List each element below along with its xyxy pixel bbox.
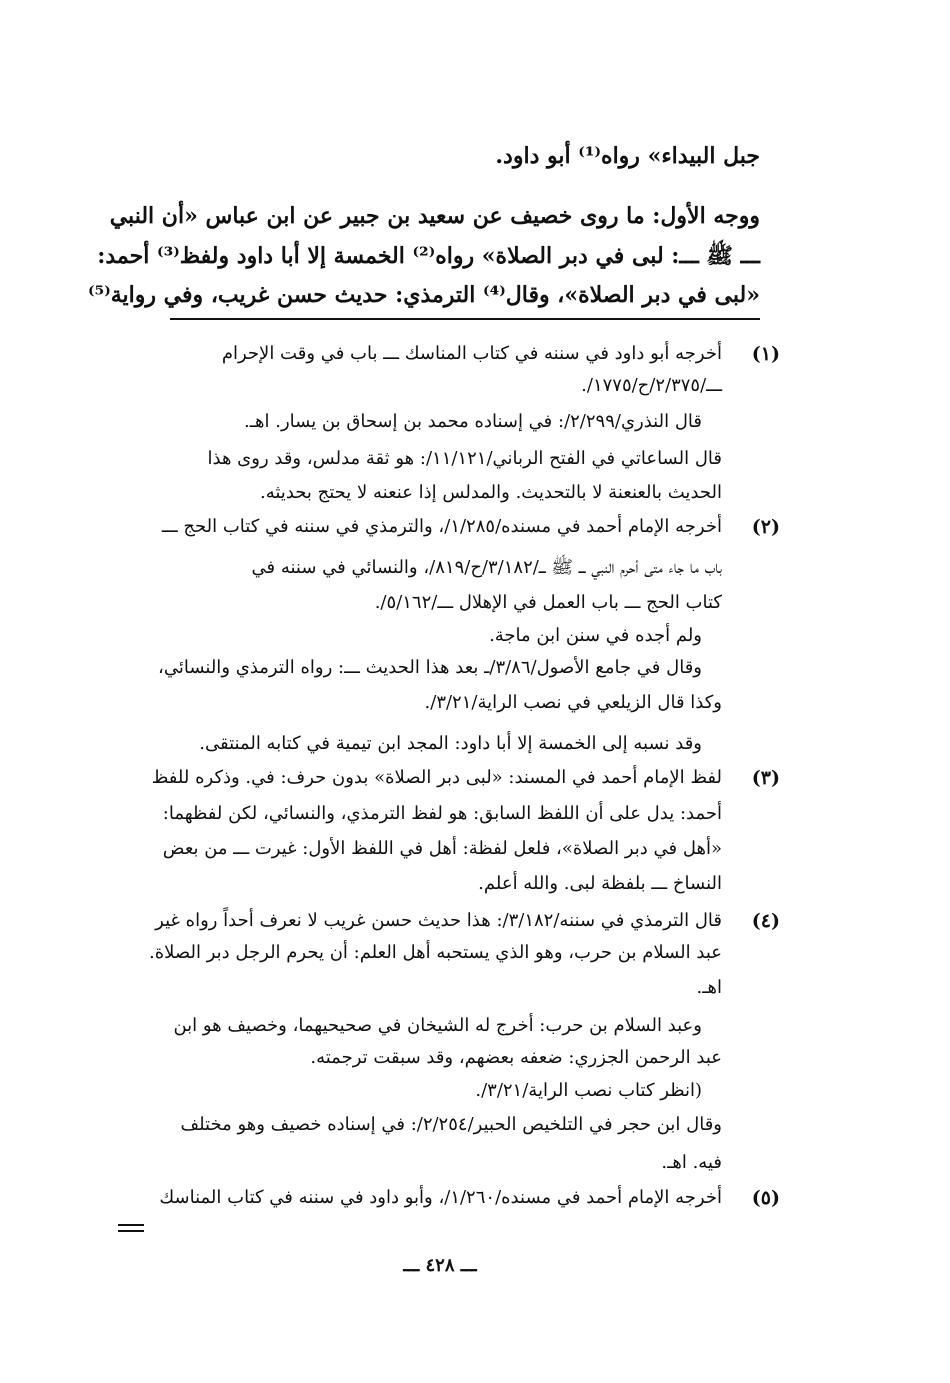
footnote-line: قال الساعاتي في الفتح الرباني/١١/١٢١/: هو ثقة مدلس، وقد روى هذا <box>207 448 722 469</box>
footnote-line: قال الترمذي في سننه/٣/١٨٢/: هذا حديث حسن غريب لا نعرف أحداً رواه غير <box>155 910 722 931</box>
footnote-line: «أهل في دبر الصلاة»، فلعل لفظة: أهل في اللفظ الأول: غيرت ـــ من بعض <box>162 838 722 859</box>
footnote-line: عبد السلام بن حرب، وهو الذي يستحبه أهل العلم: أن يحرم الرجل دبر الصلاة. <box>148 942 722 963</box>
footnote-number: (٢) <box>751 516 780 538</box>
footnote-line: فيه. اهـ. <box>661 1152 722 1173</box>
footnote-line: (انظر كتاب نصب الراية/٣/٢١/. <box>475 1080 702 1101</box>
footnote-line: لفظ الإمام أحمد في المسند: «لبى دبر الصلاة» بدون حرف: في. وذكره للفظ <box>151 767 722 788</box>
footnote-line: كتاب الحج ـــ باب العمل في الإهلال ـــ/٥/١٦٢/. <box>374 592 722 613</box>
footnote-line: أحمد: يدل على أن اللفظ السابق: هو لفظ الترمذي، والنسائي، لكن لفظهما: <box>162 803 722 824</box>
footnote-line: عبد الرحمن الجزري: ضعفه بعضهم، وقد سبقت ترجمته. <box>310 1047 722 1068</box>
footnote-line: النساخ ـــ بلفظة لبى. والله أعلم. <box>478 873 722 894</box>
page-number: ـــ ٤٢٨ ـــ <box>403 1255 477 1276</box>
main-text-line: ووجه الأول: ما روى خصيف عن سعيد بن جبير عن ابن عباس «أن النبي <box>109 203 760 229</box>
footnote-line: وقال ابن حجر في التلخيص الحبير/٢/٢٥٤/: في إسناده خصيف وهو مختلف <box>180 1114 722 1135</box>
footnote-line: وعبد السلام بن حرب: أخرج له الشيخان في صحيحيهما، وخصيف هو ابن <box>173 1015 702 1036</box>
footnote-line: أخرجه أبو داود في سننه في كتاب المناسك ـــ باب في وقت الإحرام <box>221 343 722 364</box>
footnote-line: باب ما جاء متى أحرم النبي ـــ ﷺ ـــ/٣/١٨٢/ح/٨١٩/، والنسائي في سننه في <box>251 557 722 578</box>
footnote-line: أخرجه الإمام أحمد في مسنده/١/٢٨٥/، والترمذي في سننه في كتاب الحج ـــ <box>161 516 722 537</box>
footnote-line: اهـ. <box>696 977 722 998</box>
footnote-number: (٥) <box>751 1187 780 1209</box>
main-text-line: «لبى في دبر الصلاة»، وقال⁽⁴⁾ الترمذي: حديث حسن غريب، وفي رواية⁽⁵⁾ <box>87 282 760 308</box>
main-text-line: ـــ ﷺ ـــ: لبى في دبر الصلاة» رواه⁽²⁾ الخمسة إلا أبا داود ولفظ⁽³⁾ أحمد: <box>97 243 760 269</box>
footnote-separator <box>170 318 760 320</box>
continuation-mark <box>118 1224 144 1226</box>
footnote-line: الحديث بالعنعنة لا بالتحديث. والمدلس إذا عنعنه لا يحتج بحديثه. <box>260 482 722 503</box>
footnote-line: أخرجه الإمام أحمد في مسنده/١/٢٦٠/، وأبو داود في سننه في كتاب المناسك <box>159 1187 722 1208</box>
footnote-line: ولم أجده في سنن ابن ماجة. <box>489 625 702 646</box>
footnote-line: ـــ/٢/٣٧٥/ح/١٧٧٥/. <box>581 375 722 396</box>
footnote-number: (١) <box>751 343 780 365</box>
footnote-line: وقال في جامع الأصول/٣/٨٦/ـ بعد هذا الحديث ـــ: رواه الترمذي والنسائي، <box>158 657 702 678</box>
footnote-number: (٣) <box>751 767 780 789</box>
footnote-line: وقد نسبه إلى الخمسة إلا أبا داود: المجد ابن تيمية في كتابه المنتقى. <box>199 733 702 754</box>
main-text-line: جبل البيداء» رواه⁽¹⁾ أبو داود. <box>495 143 760 169</box>
continuation-mark <box>118 1230 144 1232</box>
footnote-number: (٤) <box>751 910 780 932</box>
footnote-line: وكذا قال الزيلعي في نصب الراية/٣/٢١/. <box>424 692 722 713</box>
footnote-line: قال النذري/٢/٢٩٩/: في إسناده محمد بن إسحاق بن يسار. اهـ. <box>244 411 702 432</box>
